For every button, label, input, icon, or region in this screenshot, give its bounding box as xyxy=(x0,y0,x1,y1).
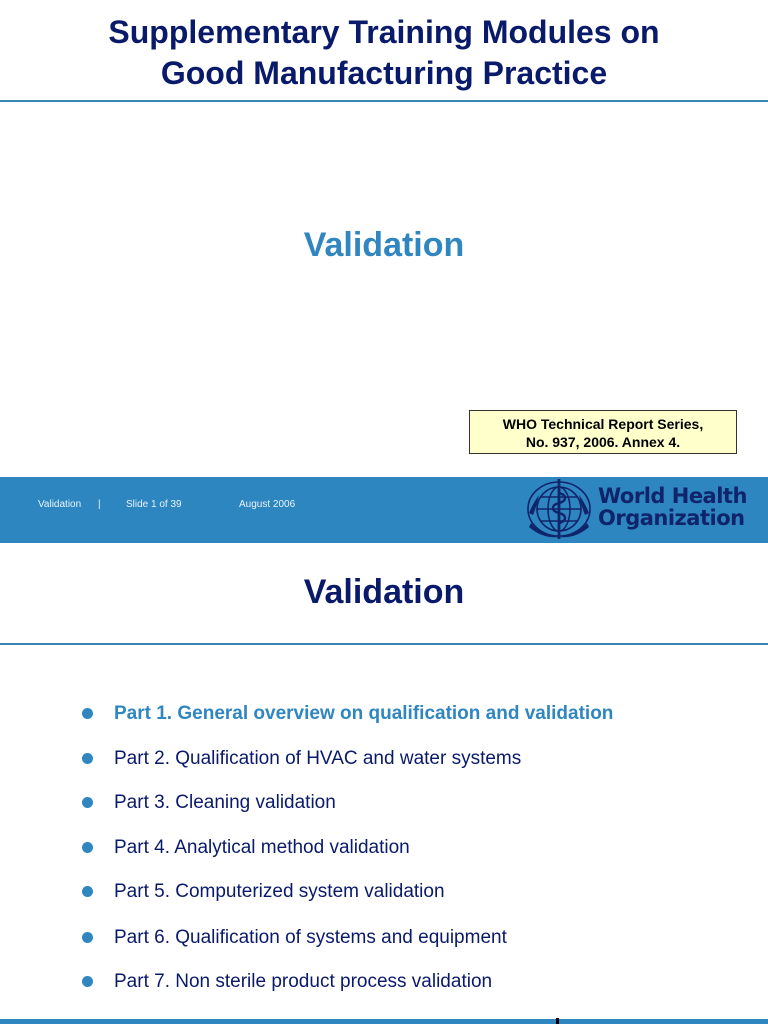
bullet-icon xyxy=(82,708,93,719)
part-item-label: Part 5. Computerized system validation xyxy=(114,881,445,902)
part-item-2 xyxy=(0,748,768,778)
bottom-marker xyxy=(556,1018,559,1024)
who-emblem-icon xyxy=(521,477,597,543)
bullet-icon xyxy=(82,842,93,853)
bullet-icon xyxy=(82,886,93,897)
part-item-7 xyxy=(0,971,768,1001)
part-item-6 xyxy=(0,927,768,957)
part-item-label: Part 7. Non sterile product process validation xyxy=(114,971,493,992)
part-item-5 xyxy=(0,881,768,911)
organization-name xyxy=(598,485,747,529)
slide-subject: Validation xyxy=(303,226,465,264)
bottom-band xyxy=(0,1019,768,1024)
reference-box xyxy=(469,410,737,454)
part-item-label: Part 4. Analytical method validation xyxy=(114,837,410,858)
part-item-label: Part 2. Qualification of HVAC and water systems xyxy=(114,748,522,769)
main-title-line-1: Supplementary Training Modules on xyxy=(108,14,660,50)
part-item-1 xyxy=(0,703,768,733)
title-divider xyxy=(0,100,768,102)
contents-divider xyxy=(0,643,768,645)
footer-slide-number: Slide 1 of 39 xyxy=(126,499,182,510)
contents-slide xyxy=(0,543,768,1024)
part-item-label: Part 1. General overview on qualification and validation xyxy=(114,703,614,724)
contents-title: Validation xyxy=(303,573,465,611)
part-item-label: Part 6. Qualification of systems and equipment xyxy=(114,927,507,948)
reference-line-1: WHO Technical Report Series, xyxy=(502,416,704,432)
part-item-label: Part 3. Cleaning validation xyxy=(114,792,336,813)
footer-date: August 2006 xyxy=(239,499,296,510)
footer-module: Validation xyxy=(38,499,82,510)
part-item-4 xyxy=(0,837,768,867)
part-item-3 xyxy=(0,792,768,822)
organization-name-line-1: World Health xyxy=(598,484,747,508)
reference-line-2: No. 937, 2006. Annex 4. xyxy=(525,434,681,450)
organization-name-line-2: Organization xyxy=(598,506,745,530)
bullet-icon xyxy=(82,976,93,987)
footer-separator: | xyxy=(98,499,101,510)
bullet-icon xyxy=(82,932,93,943)
bullet-icon xyxy=(82,797,93,808)
main-title xyxy=(0,12,768,94)
main-title-line-2: Good Manufacturing Practice xyxy=(160,55,608,91)
bullet-icon xyxy=(82,753,93,764)
footer-band xyxy=(0,477,768,543)
